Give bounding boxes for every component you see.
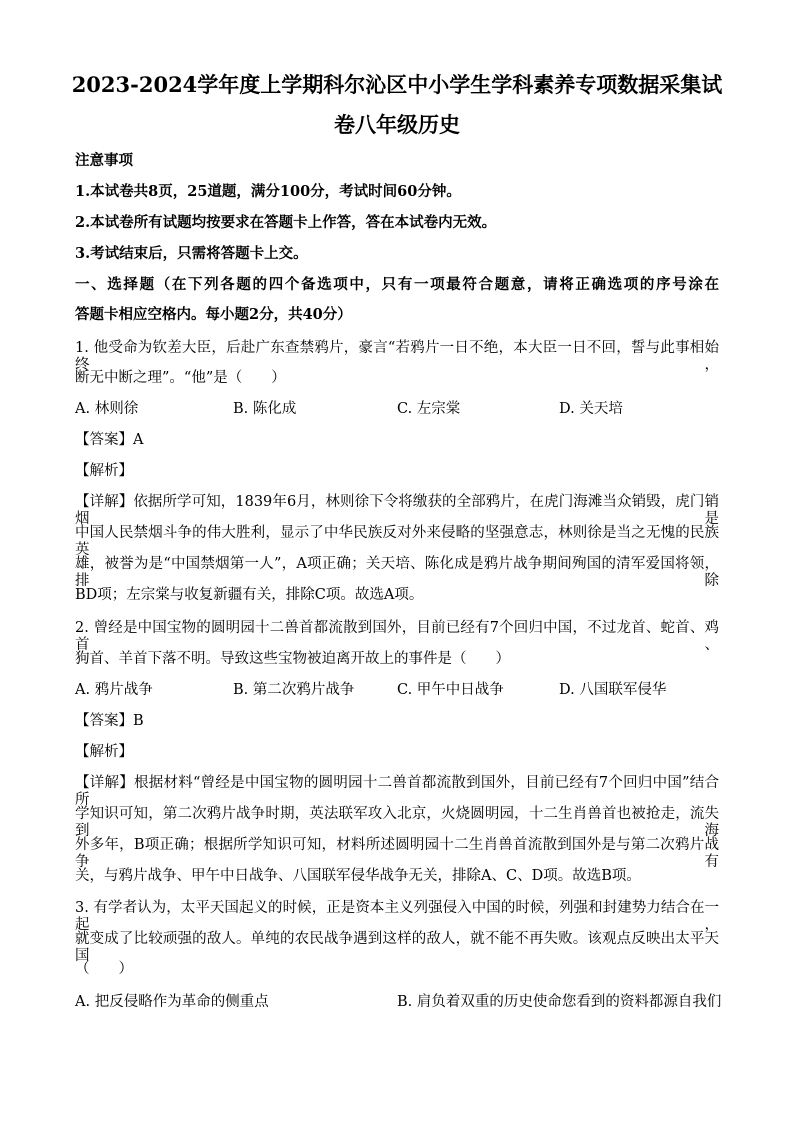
notice-item: 3.考试结束后，只需将答题卡上交。 xyxy=(75,245,308,262)
q1-detail: BD项；左宗棠与收复新疆有关，排除C项。故选A项。 xyxy=(75,587,424,603)
q2-option-d: D. 八国联军侵华 xyxy=(559,682,667,698)
q3-option-a: A. 把反侵略作为革命的侧重点 xyxy=(75,994,269,1010)
q2-option-c: C. 甲午中日战争 xyxy=(397,682,504,698)
q3-stem: 3. 有学者认为，太平天国起义的时候，正是资本主义列强侵入中国的时候，列强和封建势力结合在一起， xyxy=(75,900,719,934)
q2-stem: 狗首、羊首下落不明。导致这些宝物被迫离开故上的事件是（ ） xyxy=(75,651,510,667)
q1-detail: 中国人民禁烟斗争的伟大胜利，显示了中华民族反对外来侵略的坚强意志，林则徐是当之无愧的民族英 xyxy=(75,525,719,559)
section-heading-line1: 一、选择题（在下列各题的四个备选项中，只有一项最符合题意，请将正确选项的序号涂在 xyxy=(75,276,719,293)
q2-option-a: A. 鸦片战争 xyxy=(75,682,153,698)
q2-stem: 2. 曾经是中国宝物的圆明园十二兽首都流散到国外，目前已经有7个回归中国，不过龙首、蛇首、鸡首、 xyxy=(75,620,719,654)
q2-detail: 【详解】根据材料“曾经是中国宝物的圆明园十二兽首都流散到国外，目前已经有7个回归中国”结合所 xyxy=(75,775,719,809)
q1-option-b: B. 陈化成 xyxy=(233,401,297,417)
q2-analysis-label: 【解析】 xyxy=(75,744,133,760)
notice-item: 1.本试卷共8页，25道题，满分100分，考试时间60分钟。 xyxy=(75,183,461,200)
q2-detail: 学知识可知，第二次鸦片战争时期，英法联军攻入北京，火烧圆明园，十二生肖兽首也被抢走，流失到海 xyxy=(75,806,719,840)
q1-answer: 【答案】A xyxy=(75,432,144,448)
q1-option-a: A. 林则徐 xyxy=(75,401,139,417)
q3-stem: （ ） xyxy=(75,961,133,977)
q2-detail: 关，与鸦片战争、甲午中日战争、八国联军侵华战争无关，排除A、C、D项。故选B项。 xyxy=(75,868,641,884)
q1-analysis-label: 【解析】 xyxy=(75,463,133,479)
q1-option-d: D. 关天培 xyxy=(559,401,623,417)
q1-option-c: C. 左宗棠 xyxy=(397,401,461,417)
q2-answer: 【答案】B xyxy=(75,713,144,729)
q2-option-b: B. 第二次鸦片战争 xyxy=(233,682,355,698)
notice-heading: 注意事项 xyxy=(75,152,133,169)
exam-title-line1: 2023-2024学年度上学期科尔沁区中小学生学科素养专项数据采集试 xyxy=(71,72,723,97)
q1-stem: 1. 他受命为钦差大臣，后赴广东查禁鸦片，豪言“若鸦片一日不绝，本大臣一日不回，誓与此事相始终， xyxy=(75,340,719,374)
q1-detail: 雄，被誉为是“中国禁烟第一人”，A项正确；关天培、陈化成是鸦片战争期间殉国的清军爱国将领，排除 xyxy=(75,556,719,590)
notice-item: 2.本试卷所有试题均按要求在答题卡上作答，答在本试卷内无效。 xyxy=(75,214,497,231)
q1-stem: 断无中断之理”。“他”是（ ） xyxy=(75,370,286,386)
q2-detail: 外多年，B项正确；根据所学知识可知，材料所述圆明园十二生肖兽首流散到国外是与第二次鸦片战争有 xyxy=(75,837,719,871)
section-heading-line2: 答题卡相应空格内。每小题2分，共40分） xyxy=(75,306,352,323)
q3-option-b: B. 肩负着双重的历史使命您看到的资料都源自我们 xyxy=(397,994,722,1010)
q1-detail: 【详解】依据所学可知，1839年6月，林则徐下令将缴获的全部鸦片，在虎门海滩当众销毁，虎门销烟是 xyxy=(75,494,719,528)
exam-title-line2: 卷八年级历史 xyxy=(334,112,460,137)
q3-stem: 就变成了比较顽强的敌人。单纯的农民战争遇到这样的敌人，就不能不再失败。该观点反映出太平天国 xyxy=(75,931,719,965)
